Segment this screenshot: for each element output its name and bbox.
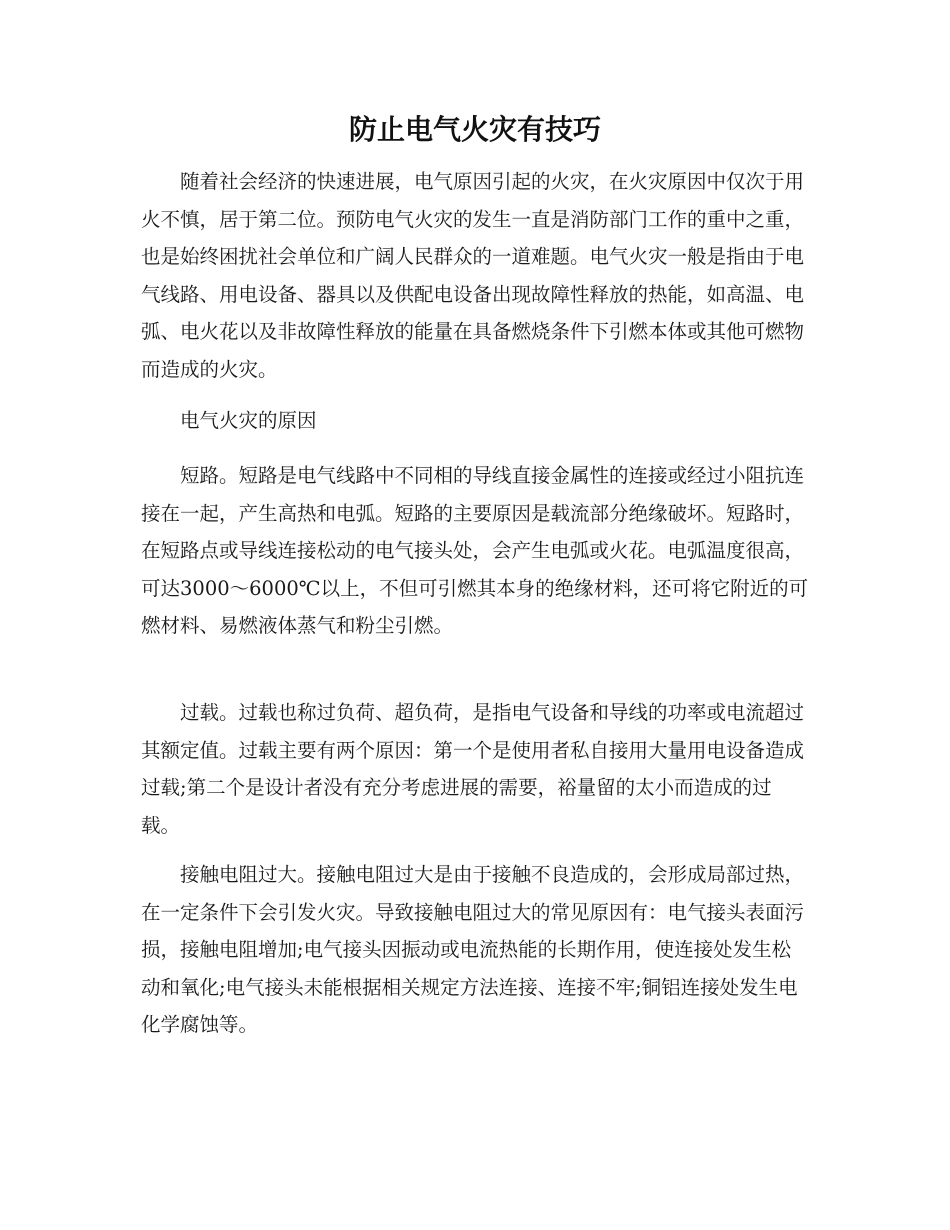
paragraph-short-circuit: 短路。短路是电气线路中不同相的导线直接金属性的连接或经过小阻抗连接在一起，产生高热和电弧。短路的主要原因是载流部分绝缘破坏。短路时，在短路点或导线连接松动的电气接头处，会产生电弧或火花。电弧温度很高，可达3000～6000℃以上，不但可引燃其本身的绝缘材料，还可将它附近的可燃材料、易燃液体蒸气和粉尘引燃。 (141, 464, 809, 637)
paragraph-intro: 随着社会经济的快速进展，电气原因引起的火灾，在火灾原因中仅次于用火不慎，居于第二位。预防电气火灾的发生一直是消防部门工作的重中之重，也是始终困扰社会单位和广阔人民群众的一道难题。电气火灾一般是指由于电气线路、用电设备、器具以及供配电设备出现故障性释放的热能，如高温、电弧、电火花以及非故障性释放的能量在具备燃烧条件下引燃本体或其他可燃物而造成的火灾。 (141, 170, 805, 381)
paragraph-overload: 过载。过载也称过负荷、超负荷，是指电气设备和导线的功率或电流超过其额定值。过载主要有两个原因：第一个是使用者私自接用大量用电设备造成过载;第二个是设计者没有充分考虑进展的需要，裕量留的太小而造成的过载。 (141, 701, 805, 837)
section-heading-causes: 电气火灾的原因 (180, 409, 317, 432)
document-title: 防止电气火灾有技巧 (348, 113, 601, 146)
paragraph-contact-resistance: 接触电阻过大。接触电阻过大是由于接触不良造成的，会形成局部过热，在一定条件下会引发火灾。导致接触电阻过大的常见原因有：电气接头表面污损，接触电阻增加;电气接头因振动或电流热能的长期作用，使连接处发生松动和氧化;电气接头未能根据相关规定方法连接、连接不牢;铜铝连接处发生电化学腐蚀等。 (141, 863, 805, 1036)
